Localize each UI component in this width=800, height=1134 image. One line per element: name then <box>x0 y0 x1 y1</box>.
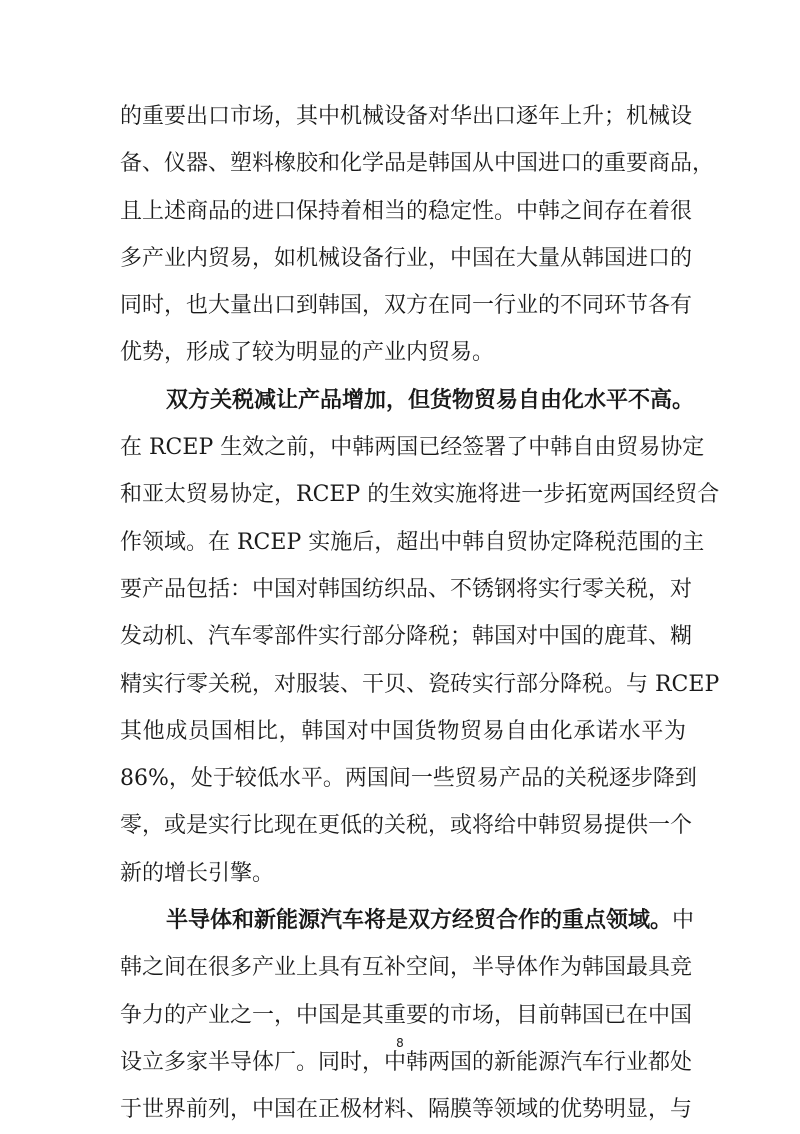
paragraph-heading: 双方关税减让产品增加，但货物贸易自由化水平不高。 <box>166 386 695 413</box>
text-line: 的重要出口市场，其中机械设备对华出口逐年上升；机械设 <box>120 104 693 129</box>
paragraph-key-sectors <box>120 897 695 1133</box>
text-line: 发动机、汽车零部件实行部分降税；韩国对中国的鹿茸、糊 <box>120 624 693 650</box>
text-line: 新的增长引擎。 <box>120 860 275 886</box>
text-line: 备、仪器、塑料橡胶和化学品是韩国从中国进口的重要商品， <box>120 151 715 177</box>
text-line: 设立多家半导体厂。同时，中韩两国的新能源汽车行业都处 <box>120 1049 693 1075</box>
text-line: 精实行零关税，对服装、干贝、瓷砖实行部分降税。与 RCEP <box>120 671 720 697</box>
text-line: 零，或是实行比现在更低的关税，或将给中韩贸易提供一个 <box>120 813 693 839</box>
text-line: 86%，处于较低水平。两国间一些贸易产品的关税逐步降到 <box>120 766 697 792</box>
text-line: 其他成员国相比，韩国对中国货物贸易自由化承诺水平为 <box>120 718 686 744</box>
paragraph-tariff-reduction <box>120 377 720 897</box>
text-line: 要产品包括：中国对韩国纺织品、不锈钢将实行零关税，对 <box>120 576 693 602</box>
heading-tail-text: 中 <box>672 908 695 934</box>
text-line: 韩之间在很多产业上具有互补空间，半导体作为韩国最具竞 <box>120 955 693 981</box>
text-line: 多产业内贸易，如机械设备行业，中国在大量从韩国进口的 <box>120 245 693 271</box>
paragraph-heading: 半导体和新能源汽车将是双方经贸合作的重点领域。 <box>166 907 673 934</box>
text-line: 争力的产业之一，中国是其重要的市场，目前韩国已在中国 <box>120 1002 693 1028</box>
text-line: 作领域。在 RCEP 实施后，超出中韩自贸协定降税范围的主 <box>120 529 705 555</box>
text-line: 于世界前列，中国在正极材料、隔膜等领域的优势明显，与 <box>120 1097 693 1123</box>
page-number: 8 <box>396 1036 404 1050</box>
text-line: 同时，也大量出口到韩国，双方在同一行业的不同环节各有 <box>120 293 693 319</box>
text-line: 且上述商品的进口保持着相当的稳定性。中韩之间存在着很 <box>120 198 693 224</box>
text-line: 在 RCEP 生效之前，中韩两国已经签署了中韩自由贸易协定 <box>120 435 705 461</box>
text-line: 优势，形成了较为明显的产业内贸易。 <box>120 340 495 366</box>
document-page <box>120 93 720 1134</box>
paragraph-trade-structure <box>120 93 715 377</box>
paragraph-heading-line <box>120 897 695 944</box>
text-line: 和亚太贸易协定，RCEP 的生效实施将进一步拓宽两国经贸合 <box>120 482 720 508</box>
